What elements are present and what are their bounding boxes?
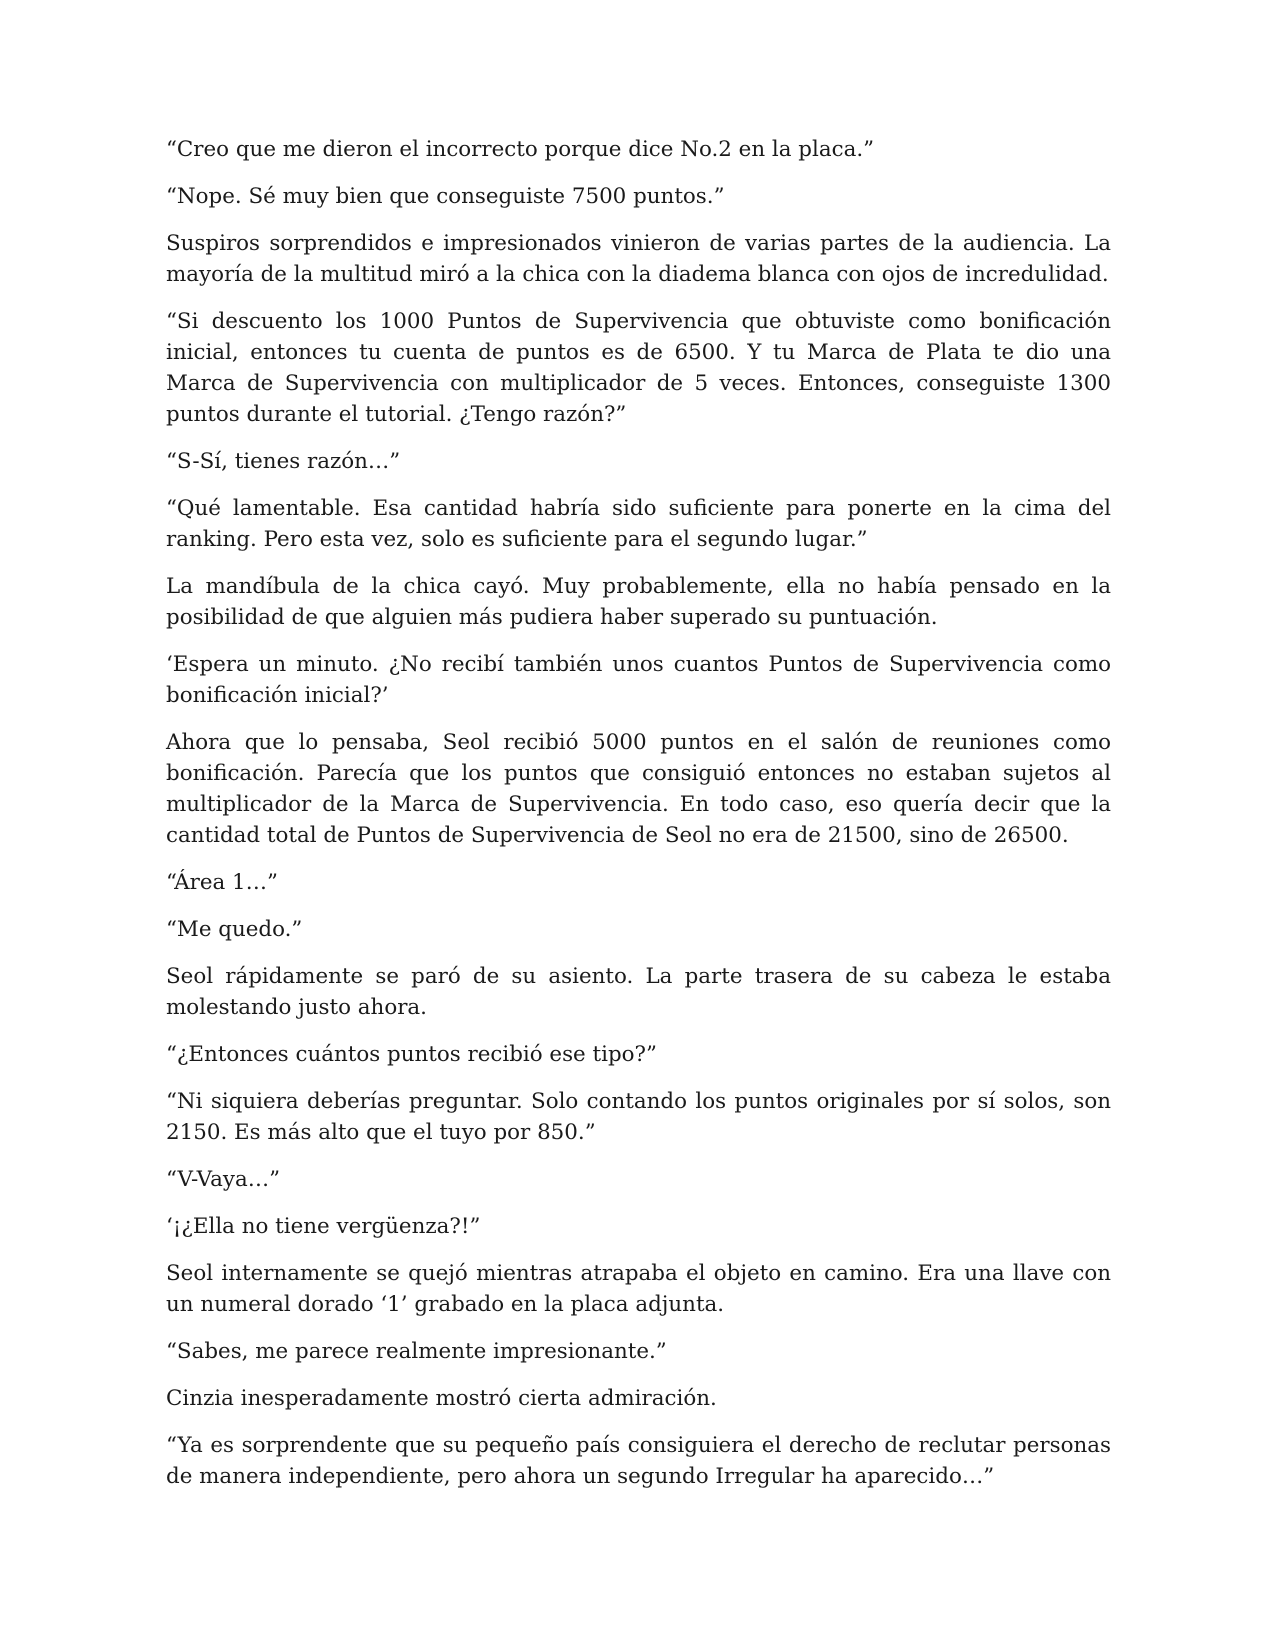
paragraph-12: Seol rápidamente se paró de su asiento. La parte trasera de su cabeza le estaba molestando justo ahora. — [166, 964, 1111, 1020]
paragraph-8: ‘Espera un minuto. ¿No recibí también unos cuantos Puntos de Supervivencia como bonificación inicial?’ — [166, 652, 1111, 708]
paragraph-16: ‘¡¿Ella no tiene vergüenza?!” — [166, 1214, 481, 1239]
paragraph-15: “V-Vaya…” — [166, 1167, 281, 1192]
paragraph-18: “Sabes, me parece realmente impresionante.” — [166, 1339, 667, 1364]
paragraph-20: “Ya es sorprendente que su pequeño país consiguiera el derecho de reclutar personas de manera independiente, pero ahora un segundo Irregular ha aparecido…” — [166, 1433, 1111, 1489]
paragraph-11: “Me quedo.” — [166, 917, 303, 942]
paragraph-4: “Si descuento los 1000 Puntos de Supervivencia que obtuviste como bonificación inicial, entonces tu cuenta de puntos es de 6500. Y tu Marca de Plata te dio una Marca de Supervivencia con multiplicador de 5 veces. Entonces, conseguiste 1300 puntos durante el tutorial. ¿Tengo razón?” — [166, 309, 1111, 427]
paragraph-7: La mandíbula de la chica cayó. Muy probablemente, ella no había pensado en la posibilidad de que alguien más pudiera haber superado su puntuación. — [166, 574, 1111, 630]
paragraph-14: “Ni siquiera deberías preguntar. Solo contando los puntos originales por sí solos, son 2150. Es más alto que el tuyo por 850.” — [166, 1089, 1111, 1145]
paragraph-13: “¿Entonces cuántos puntos recibió ese tipo?” — [166, 1042, 657, 1067]
paragraph-19: Cinzia inesperadamente mostró cierta admiración. — [166, 1386, 717, 1411]
paragraph-5: “S-Sí, tienes razón…” — [166, 449, 401, 474]
paragraph-2: “Nope. Sé muy bien que conseguiste 7500 puntos.” — [166, 184, 725, 209]
paragraph-6: “Qué lamentable. Esa cantidad habría sido suficiente para ponerte en la cima del ranking. Pero esta vez, solo es suficiente para el segundo lugar.” — [166, 496, 1111, 552]
document-body — [166, 134, 1111, 1508]
paragraph-9: Ahora que lo pensaba, Seol recibió 5000 puntos en el salón de reuniones como bonificación. Parecía que los puntos que consiguió entonces no estaban sujetos al multiplicador de la Marca de Supervivencia. En todo caso, eso quería decir que la cantidad total de Puntos de Supervivencia de Seol no era de 21500, sino de 26500. — [166, 730, 1111, 848]
paragraph-3: Suspiros sorprendidos e impresionados vinieron de varias partes de la audiencia. La mayoría de la multitud miró a la chica con la diadema blanca con ojos de incredulidad. — [166, 231, 1111, 287]
paragraph-17: Seol internamente se quejó mientras atrapaba el objeto en camino. Era una llave con un numeral dorado ‘1’ grabado en la placa adjunta. — [166, 1261, 1111, 1317]
paragraph-10: “Área 1…” — [166, 870, 278, 895]
paragraph-1: “Creo que me dieron el incorrecto porque dice No.2 en la placa.” — [166, 137, 875, 162]
